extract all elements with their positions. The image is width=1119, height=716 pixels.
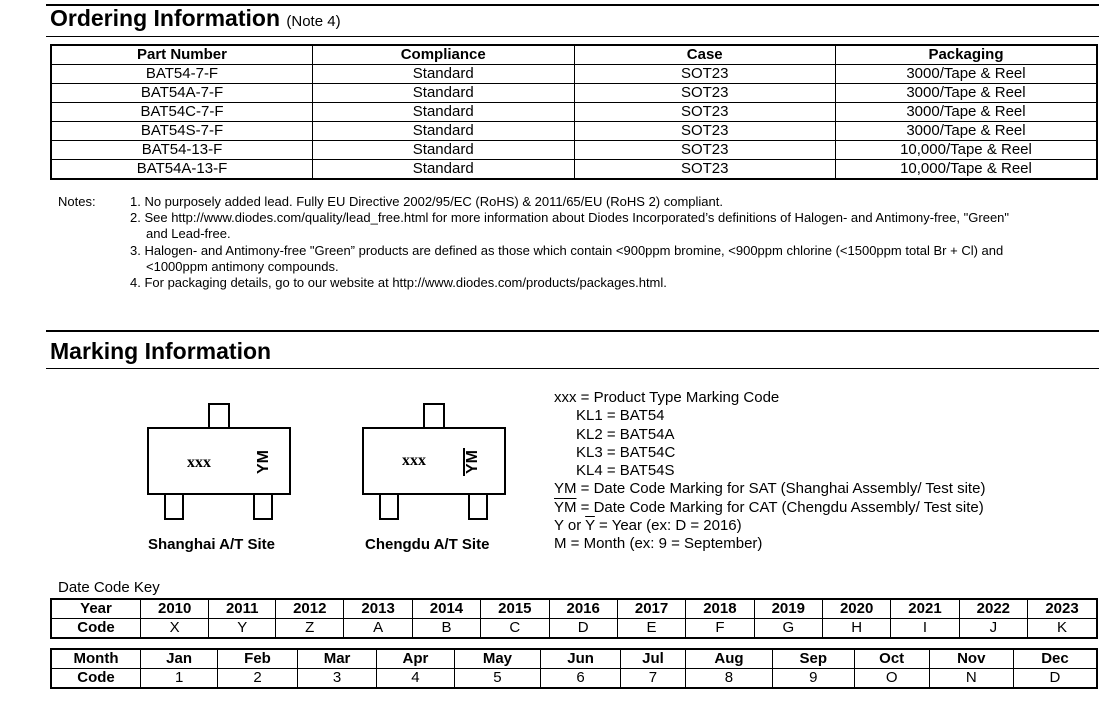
- legend-kl3: KL3 = BAT54C: [576, 443, 676, 461]
- top-lead: [424, 404, 444, 428]
- ym-mark: YM: [464, 450, 481, 474]
- part-number: BAT54S-7-F: [51, 122, 312, 141]
- marking-title: Marking Information: [50, 338, 272, 364]
- col-packaging: Packaging: [835, 45, 1097, 65]
- month-code-cell: O: [854, 669, 929, 689]
- case: SOT23: [574, 160, 835, 180]
- note-2: 2. See http://www.diodes.com/quality/lead_free.html for more information about Diodes Incorporated’s definitions of Halogen- and Antimony-free, "Green": [130, 210, 1010, 225]
- month-cell: Oct: [854, 649, 929, 669]
- part-number: BAT54-13-F: [51, 141, 312, 160]
- marking-underline: [46, 368, 1099, 369]
- note-1: 1. No purposely added lead. Fully EU Directive 2002/95/EC (RoHS) & 2011/65/EU (RoHS 2) compliant.: [130, 194, 723, 209]
- compliance: Standard: [312, 65, 574, 84]
- table-row: [51, 65, 1097, 84]
- ordering-title: [50, 5, 341, 32]
- part-number: BAT54-7-F: [51, 65, 312, 84]
- year-row: [51, 599, 1097, 619]
- year-code-cell: F: [686, 619, 754, 639]
- year-cell: 2019: [754, 599, 822, 619]
- legend-ym-cat: [554, 499, 985, 517]
- year-code-table: [50, 598, 1098, 639]
- legend-kl4: KL4 = BAT54S: [576, 462, 675, 480]
- ym-mark: YM: [255, 450, 272, 474]
- legend-kl2: KL2 = BAT54A: [576, 425, 675, 443]
- legend-year: [554, 517, 985, 535]
- packaging: 10,000/Tape & Reel: [835, 141, 1097, 160]
- year-cell: 2016: [549, 599, 617, 619]
- year-code-cell: D: [549, 619, 617, 639]
- case: SOT23: [574, 84, 835, 103]
- month-code-table: [50, 648, 1098, 689]
- legend-month: M = Month (ex: 9 = September): [554, 535, 763, 553]
- year-code-cell: A: [344, 619, 412, 639]
- marking-legend: [554, 389, 985, 554]
- packaging: 3000/Tape & Reel: [835, 84, 1097, 103]
- year-cell: 2020: [822, 599, 890, 619]
- package-body: [363, 428, 505, 494]
- month-code-cell: N: [929, 669, 1013, 689]
- year-cell: 2017: [617, 599, 685, 619]
- note-3: 3. Halogen- and Antimony-free "Green” products are defined as those which contain <900ppm bromine, <900ppm chlorine (<1500ppm total Br + Cl) and: [130, 243, 1004, 258]
- month-code-cell: D: [1013, 669, 1097, 689]
- ordering-title-text: Ordering Information: [50, 5, 280, 31]
- code-header: Code: [51, 619, 141, 639]
- month-cell: Mar: [297, 649, 377, 669]
- note-3-cont: <1000ppm antimony compounds.: [146, 259, 339, 274]
- month-cell: Dec: [1013, 649, 1097, 669]
- year-code-row: [51, 619, 1097, 639]
- year-code-cell: J: [959, 619, 1027, 639]
- year-cell: 2013: [344, 599, 412, 619]
- month-cell: Apr: [377, 649, 454, 669]
- compliance: Standard: [312, 103, 574, 122]
- marking-top-rule: [46, 330, 1099, 332]
- month-code-cell: 6: [541, 669, 621, 689]
- year-cell: 2012: [276, 599, 344, 619]
- case: SOT23: [574, 141, 835, 160]
- month-code-cell: 8: [686, 669, 773, 689]
- month-cell: Nov: [929, 649, 1013, 669]
- year-header: Year: [51, 599, 141, 619]
- year-code-cell: Y: [209, 619, 276, 639]
- compliance: Standard: [312, 84, 574, 103]
- ordering-underline: [46, 36, 1099, 37]
- year-cell: 2023: [1028, 599, 1097, 619]
- compliance: Standard: [312, 160, 574, 180]
- case: SOT23: [574, 122, 835, 141]
- compliance: Standard: [312, 141, 574, 160]
- compliance: Standard: [312, 122, 574, 141]
- chengdu-site-label: Chengdu A/T Site: [365, 536, 490, 553]
- year-code-cell: Z: [276, 619, 344, 639]
- year-code-cell: X: [141, 619, 209, 639]
- month-cell: Jul: [620, 649, 685, 669]
- bottom-left-lead: [165, 494, 183, 519]
- month-cell: Sep: [772, 649, 854, 669]
- top-lead: [209, 404, 229, 428]
- bottom-right-lead: [469, 494, 487, 519]
- packaging: 3000/Tape & Reel: [835, 122, 1097, 141]
- packaging: 10,000/Tape & Reel: [835, 160, 1097, 180]
- note-4: 4. For packaging details, go to our website at http://www.diodes.com/products/packages.html.: [130, 275, 667, 290]
- col-case: Case: [574, 45, 835, 65]
- col-compliance: Compliance: [312, 45, 574, 65]
- packaging: 3000/Tape & Reel: [835, 103, 1097, 122]
- ordering-header-row: [51, 45, 1097, 65]
- month-code-row: [51, 669, 1097, 689]
- table-row: [51, 84, 1097, 103]
- bottom-left-lead: [380, 494, 398, 519]
- note-2-cont: and Lead-free.: [146, 226, 231, 241]
- month-header: Month: [51, 649, 141, 669]
- month-cell: Feb: [218, 649, 298, 669]
- year-code-cell: G: [754, 619, 822, 639]
- legend-xxx: xxx = Product Type Marking Code: [554, 389, 780, 406]
- month-cell: Jan: [141, 649, 218, 669]
- case: SOT23: [574, 65, 835, 84]
- notes-label: Notes:: [58, 194, 96, 209]
- month-code-cell: 9: [772, 669, 854, 689]
- year-code-cell: C: [481, 619, 549, 639]
- month-code-cell: 5: [454, 669, 541, 689]
- table-row: [51, 160, 1097, 180]
- table-row: [51, 103, 1097, 122]
- part-number: BAT54A-7-F: [51, 84, 312, 103]
- table-row: [51, 122, 1097, 141]
- table-row: [51, 141, 1097, 160]
- date-code-key-label: Date Code Key: [58, 579, 160, 596]
- year-code-cell: E: [617, 619, 685, 639]
- legend-kl1: KL1 = BAT54: [576, 407, 665, 425]
- packaging: 3000/Tape & Reel: [835, 65, 1097, 84]
- month-cell: Aug: [686, 649, 773, 669]
- year-rest: = Year (ex: D = 2016): [594, 517, 742, 535]
- year-pre: Y or: [554, 517, 586, 535]
- part-number: BAT54A-13-F: [51, 160, 312, 180]
- year-cell: 2022: [959, 599, 1027, 619]
- year-cell: 2021: [891, 599, 959, 619]
- year-cell: 2018: [686, 599, 754, 619]
- month-row: [51, 649, 1097, 669]
- ym-overlined: $\overline{YM}$: [554, 498, 577, 516]
- part-number: BAT54C-7-F: [51, 103, 312, 122]
- month-code-cell: 2: [218, 669, 298, 689]
- month-code-cell: 7: [620, 669, 685, 689]
- chengdu-package-diagram: [355, 400, 515, 525]
- year-code-cell: H: [822, 619, 890, 639]
- year-cell: 2015: [481, 599, 549, 619]
- legend-ym-sat: YM = Date Code Marking for SAT (Shanghai Assembly/ Test site): [554, 480, 986, 498]
- case: SOT23: [574, 103, 835, 122]
- year-code-cell: I: [891, 619, 959, 639]
- ordering-note-ref: (Note 4): [286, 13, 341, 30]
- month-cell: May: [454, 649, 541, 669]
- year-cell: 2014: [412, 599, 480, 619]
- marking-code: xxx: [402, 452, 426, 469]
- year-overlined: $\overline{Y}$: [585, 517, 595, 535]
- ym-cat-text: = Date Code Marking for CAT (Chengdu Assembly/ Test site): [576, 498, 984, 516]
- year-code-cell: K: [1028, 619, 1097, 639]
- code-header: Code: [51, 669, 141, 689]
- shanghai-site-label: Shanghai A/T Site: [148, 536, 275, 553]
- col-part-number: Part Number: [51, 45, 312, 65]
- year-cell: 2011: [209, 599, 276, 619]
- shanghai-package-diagram: [140, 400, 300, 525]
- month-code-cell: 3: [297, 669, 377, 689]
- ordering-table: [50, 44, 1098, 180]
- month-cell: Jun: [541, 649, 621, 669]
- marking-code: xxx: [187, 454, 211, 471]
- year-code-cell: B: [412, 619, 480, 639]
- year-cell: 2010: [141, 599, 209, 619]
- month-code-cell: 1: [141, 669, 218, 689]
- month-code-cell: 4: [377, 669, 454, 689]
- bottom-right-lead: [254, 494, 272, 519]
